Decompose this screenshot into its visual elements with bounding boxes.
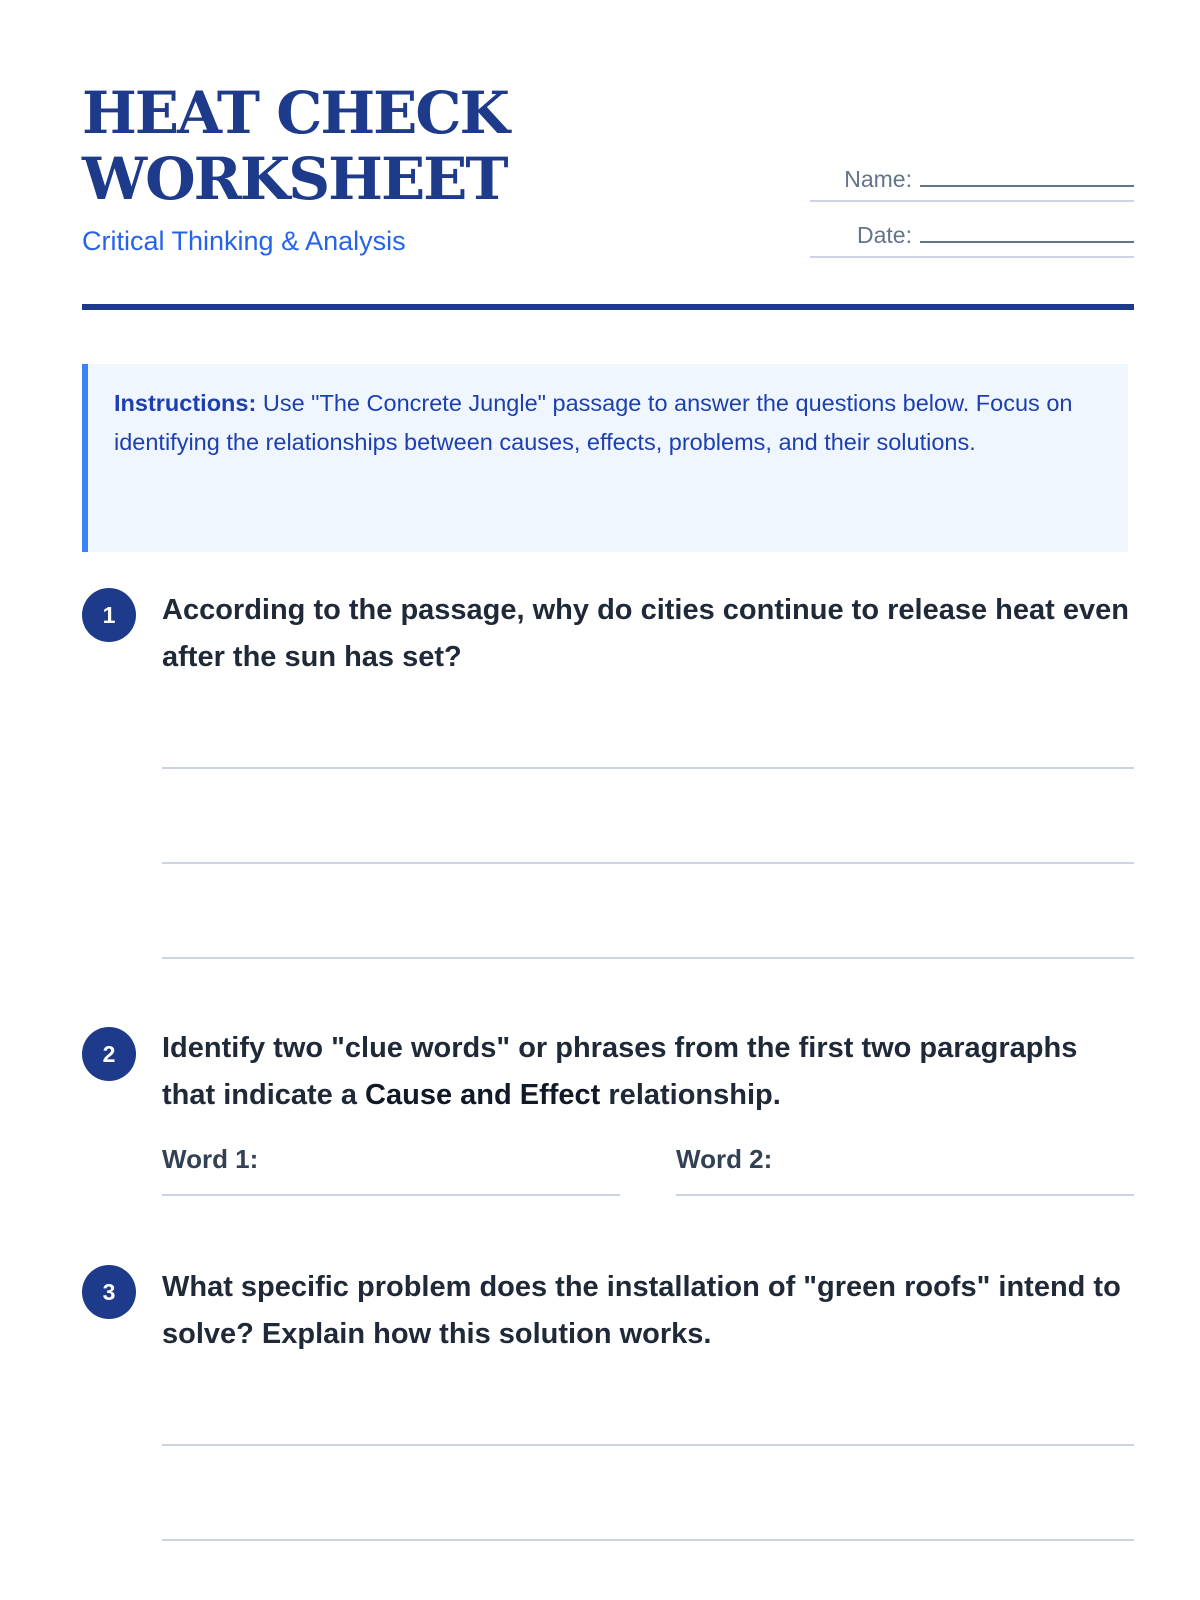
question-1-text: According to the passage, why do cities continue to release heat even after the sun has set?	[162, 594, 1129, 673]
name-field[interactable]	[810, 166, 1134, 202]
question-2-emphasis: Cause and Effect	[365, 1079, 601, 1111]
question-3-answer-line-1[interactable]	[162, 1444, 1134, 1446]
instructions-text: Use "The Concrete Jungle" passage to answer the questions below. Focus on identifying the relationships between causes, effects, problems, and their solutions.	[114, 390, 1073, 455]
date-blank[interactable]	[920, 223, 1134, 243]
date-field[interactable]	[810, 222, 1134, 258]
question-1-number-badge: 1	[82, 588, 136, 642]
instructions-box	[82, 364, 1128, 552]
worksheet-title	[82, 80, 508, 212]
question-3-number-badge: 3	[82, 1265, 136, 1319]
question-2-text	[162, 1025, 1134, 1119]
question-2-text-end: relationship.	[600, 1079, 781, 1111]
date-label: Date:	[857, 222, 912, 248]
question-1-answer-line-2[interactable]	[162, 862, 1134, 864]
question-2-number-badge: 2	[82, 1027, 136, 1081]
name-blank[interactable]	[920, 167, 1134, 187]
word-1-field[interactable]	[162, 1140, 620, 1196]
question-1-answer-line-1[interactable]	[162, 767, 1134, 769]
worksheet-subtitle: Critical Thinking & Analysis	[82, 226, 406, 256]
title-line-2: WORKSHEET	[82, 145, 507, 213]
name-label: Name:	[844, 166, 912, 192]
question-3-text: What specific problem does the installation of "green roofs" intend to solve? Explain how this solution works.	[162, 1271, 1121, 1350]
header-divider	[82, 304, 1134, 310]
instructions-label: Instructions:	[114, 390, 257, 416]
word-2-label: Word 2:	[676, 1144, 773, 1174]
question-2-text-start: Identify two "clue words" or phrases from the first two paragraphs that indicate a	[162, 1032, 1078, 1111]
question-3-answer-line-2[interactable]	[162, 1539, 1134, 1541]
question-1-answer-line-3[interactable]	[162, 957, 1134, 959]
word-2-field[interactable]	[676, 1140, 1134, 1196]
word-1-label: Word 1:	[162, 1144, 259, 1174]
title-line-1: HEAT CHECK	[82, 79, 508, 147]
